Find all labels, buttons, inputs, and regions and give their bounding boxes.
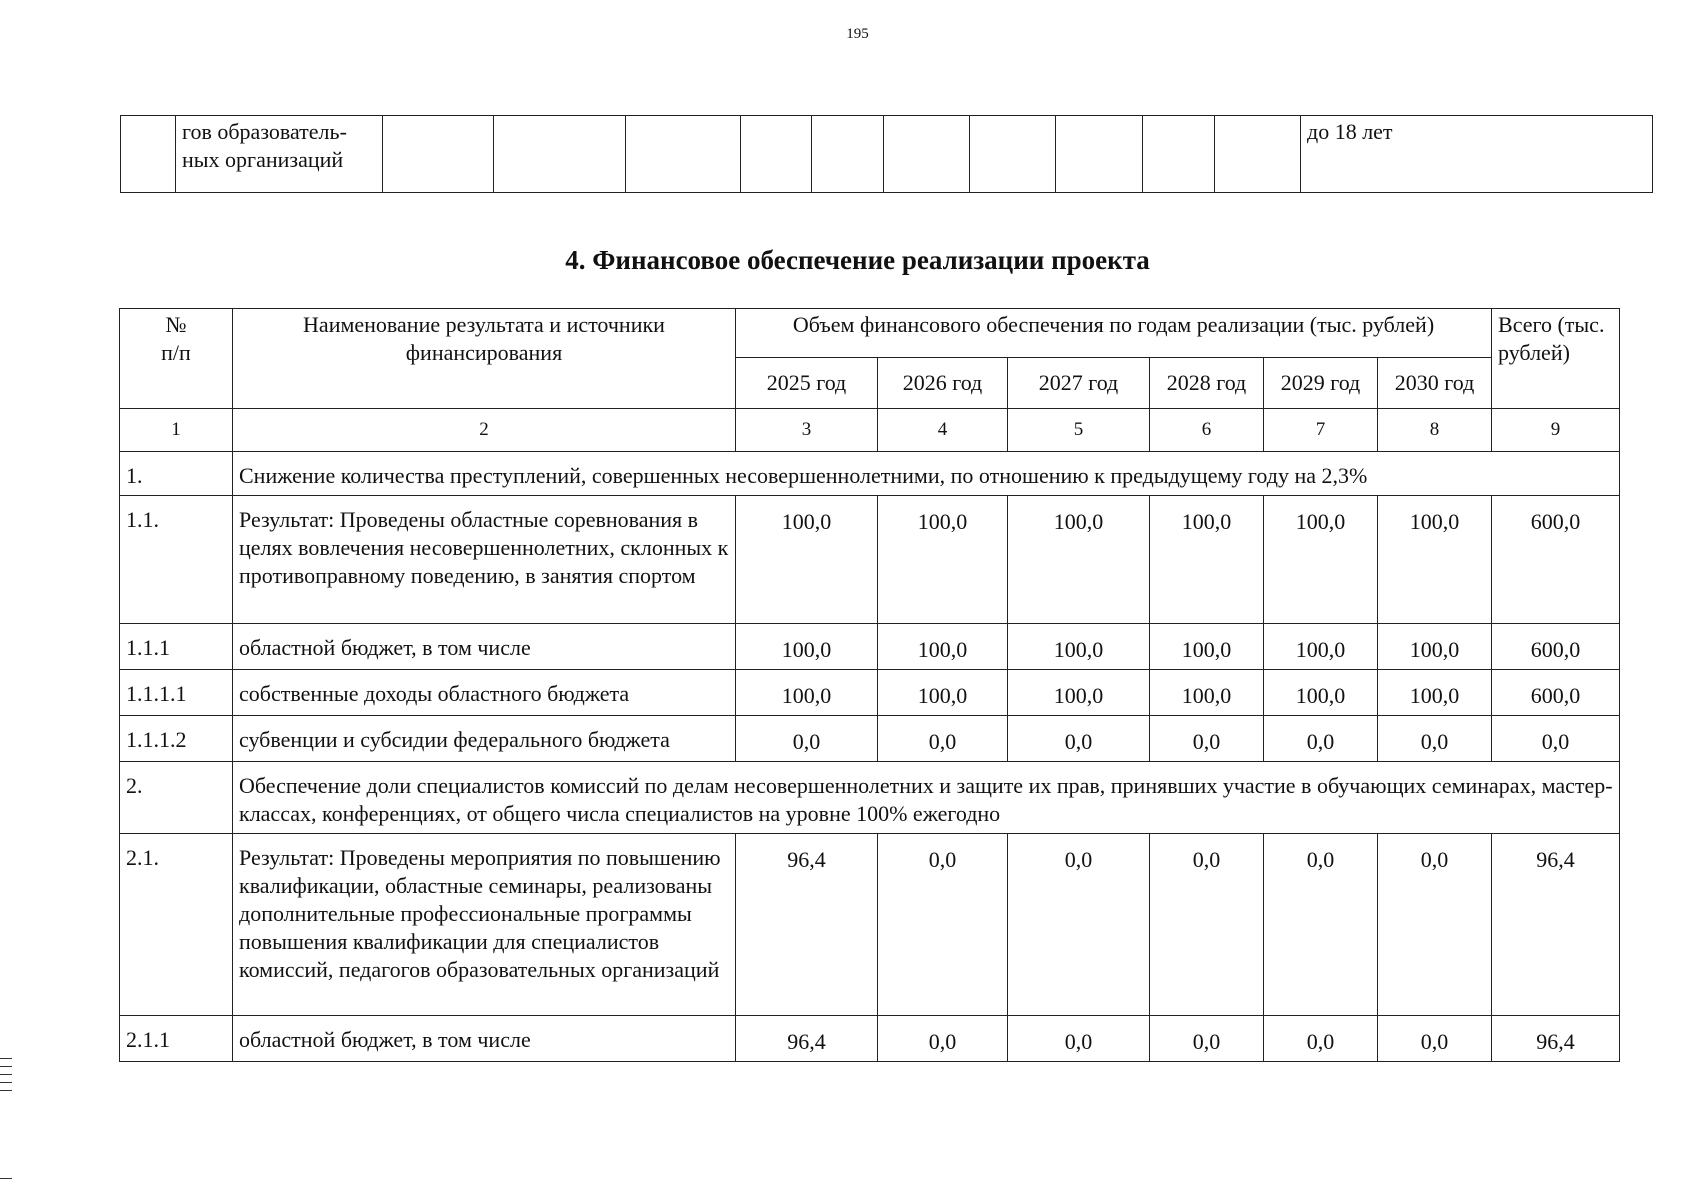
value-cell: 0,0 [1150, 834, 1264, 1016]
value-cell: 100,0 [1008, 624, 1150, 670]
row-name: собственные доходы областного бюджета [233, 670, 736, 716]
column-numbers-row [120, 409, 1620, 452]
row-code: 1.1. [120, 496, 233, 624]
margin-mark [0, 1178, 12, 1179]
column-number: 2 [233, 409, 736, 452]
table-cell [741, 116, 812, 193]
column-number: 1 [120, 409, 233, 452]
value-cell: 600,0 [1492, 670, 1620, 716]
table-row [120, 834, 1620, 1016]
continued-table [120, 115, 1653, 193]
column-number: 5 [1008, 409, 1150, 452]
value-cell: 100,0 [1264, 624, 1378, 670]
table-cell [1143, 116, 1215, 193]
value-cell: 96,4 [736, 834, 878, 1016]
row-code: 2.1. [120, 834, 233, 1016]
header-year: 2030 год [1378, 358, 1492, 409]
value-cell: 0,0 [878, 716, 1008, 762]
section-row [120, 762, 1620, 834]
value-cell: 100,0 [1008, 496, 1150, 624]
table-cell [970, 116, 1056, 193]
column-number: 9 [1492, 409, 1620, 452]
header-year: 2028 год [1150, 358, 1264, 409]
value-cell: 100,0 [878, 670, 1008, 716]
row-name: Результат: Проведены областные соревнования в целях вовлечения несовершеннолетних, склонных к противоправному поведению, в занятия спортом [233, 496, 736, 624]
row-code: 1. [120, 452, 233, 496]
header-name: Наименование результата и источники финансирования [233, 309, 736, 409]
table-row [120, 1016, 1620, 1062]
table-cell [1056, 116, 1143, 193]
header-year: 2027 год [1008, 358, 1150, 409]
value-cell: 0,0 [1008, 1016, 1150, 1062]
value-cell: 100,0 [1008, 670, 1150, 716]
table-cell [494, 116, 626, 193]
value-cell: 0,0 [1008, 716, 1150, 762]
table-cell [1215, 116, 1301, 193]
table-cell: гов образователь- ных организаций [176, 116, 383, 193]
value-cell: 100,0 [736, 496, 878, 624]
row-code: 2.1.1 [120, 1016, 233, 1062]
section-title: 4. Финансовое обеспечение реализации проекта [565, 245, 1150, 275]
header-year: 2025 год [736, 358, 878, 409]
table-row [120, 670, 1620, 716]
header-year: 2026 год [878, 358, 1008, 409]
table-row [121, 116, 1653, 193]
value-cell: 100,0 [1264, 496, 1378, 624]
column-number: 7 [1264, 409, 1378, 452]
table-cell [884, 116, 970, 193]
value-cell: 0,0 [1378, 834, 1492, 1016]
header-num: № п/п [120, 309, 233, 409]
section-text: Снижение количества преступлений, совершенных несовершеннолетними, по отношению к предыдущему году на 2,3% [233, 452, 1620, 496]
page-number: 195 [846, 26, 869, 42]
margin-ticks [0, 1058, 12, 1098]
table-cell [121, 116, 176, 193]
column-number: 8 [1378, 409, 1492, 452]
row-name: Результат: Проведены мероприятия по повышению квалификации, областные семинары, реализованы дополнительные профессиональные программы повышения квалификации для специалистов комиссий, педагогов образовательных организаций [233, 834, 736, 1016]
value-cell: 100,0 [1150, 670, 1264, 716]
value-cell: 0,0 [1150, 716, 1264, 762]
value-cell: 0,0 [1150, 1016, 1264, 1062]
value-cell: 100,0 [1150, 624, 1264, 670]
row-name: областной бюджет, в том числе [233, 1016, 736, 1062]
financing-table [119, 308, 1620, 1062]
value-cell: 100,0 [878, 624, 1008, 670]
value-cell: 600,0 [1492, 496, 1620, 624]
value-cell: 100,0 [1378, 670, 1492, 716]
row-code: 1.1.1 [120, 624, 233, 670]
value-cell: 100,0 [1378, 496, 1492, 624]
value-cell: 0,0 [736, 716, 878, 762]
value-cell: 96,4 [736, 1016, 878, 1062]
value-cell: 0,0 [1492, 716, 1620, 762]
table-cell [812, 116, 884, 193]
column-number: 6 [1150, 409, 1264, 452]
value-cell: 0,0 [1378, 1016, 1492, 1062]
value-cell: 96,4 [1492, 834, 1620, 1016]
value-cell: 0,0 [1264, 716, 1378, 762]
section-row [120, 452, 1620, 496]
column-number: 4 [878, 409, 1008, 452]
row-code: 1.1.1.2 [120, 716, 233, 762]
value-cell: 100,0 [1264, 670, 1378, 716]
table-row [120, 496, 1620, 624]
column-number: 3 [736, 409, 878, 452]
row-code: 2. [120, 762, 233, 834]
value-cell: 600,0 [1492, 624, 1620, 670]
table-cell [626, 116, 741, 193]
header-row [120, 309, 1620, 358]
table-row [120, 716, 1620, 762]
value-cell: 100,0 [736, 624, 878, 670]
header-total: Всего (тыс. рублей) [1492, 309, 1620, 409]
section-text: Обеспечение доли специалистов комиссий по делам несовершеннолетних и защите их прав, принявших участие в обучающих семинарах, мастер-классах, конференциях, от общего числа специалистов на уровне 100% ежегодно [233, 762, 1620, 834]
row-code: 1.1.1.1 [120, 670, 233, 716]
row-name: областной бюджет, в том числе [233, 624, 736, 670]
header-volume: Объем финансового обеспечения по годам реализации (тыс. рублей) [736, 309, 1492, 358]
value-cell: 0,0 [1378, 716, 1492, 762]
table-cell: до 18 лет [1301, 116, 1653, 193]
value-cell: 0,0 [1008, 834, 1150, 1016]
value-cell: 100,0 [878, 496, 1008, 624]
value-cell: 100,0 [1378, 624, 1492, 670]
header-year: 2029 год [1264, 358, 1378, 409]
table-cell [383, 116, 494, 193]
value-cell: 0,0 [1264, 1016, 1378, 1062]
table-row [120, 624, 1620, 670]
value-cell: 100,0 [1150, 496, 1264, 624]
value-cell: 0,0 [1264, 834, 1378, 1016]
value-cell: 0,0 [878, 1016, 1008, 1062]
value-cell: 96,4 [1492, 1016, 1620, 1062]
value-cell: 0,0 [878, 834, 1008, 1016]
value-cell: 100,0 [736, 670, 878, 716]
row-name: субвенции и субсидии федерального бюджета [233, 716, 736, 762]
